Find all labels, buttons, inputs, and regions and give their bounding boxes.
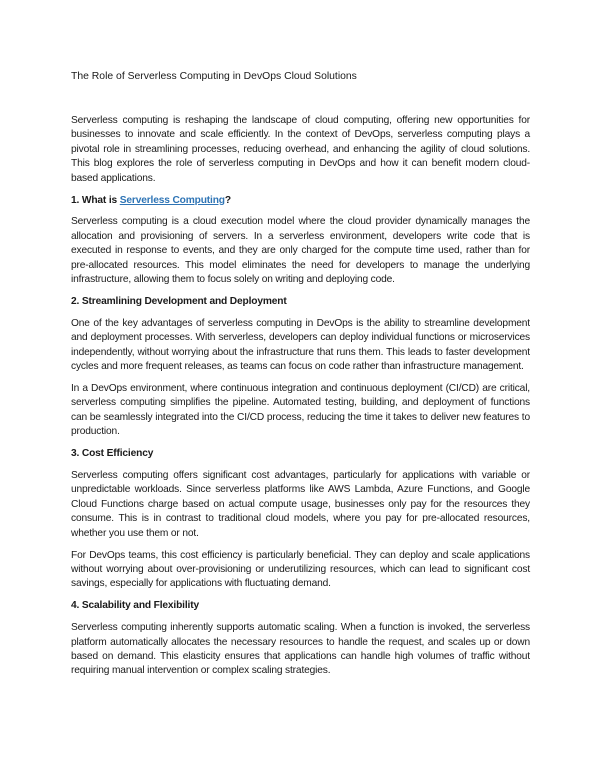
section-paragraph: In a DevOps environment, where continuous integration and continuous deployment (CI/CD) are critical, serverless computing simplifies the pipeline. Automated testing, building, and deployment of functions can be seamlessly integrated into the CI/CD process, reducing the time it takes to deliver new features to production. xyxy=(71,383,530,438)
section-paragraph: For DevOps teams, this cost efficiency is particularly beneficial. They can deploy and scale applications without worrying about over-provisioning or underutilizing resources, which can lead to significant cost savings, especially for applications with fluctuating demand. xyxy=(71,549,530,590)
document-content xyxy=(71,70,530,686)
serverless-computing-link[interactable]: Serverless Computing xyxy=(119,194,225,206)
section-heading-cost-efficiency: 3. Cost Efficiency xyxy=(71,448,154,460)
document-title: The Role of Serverless Computing in DevOps Cloud Solutions xyxy=(71,71,357,82)
heading-suffix: ? xyxy=(224,194,231,206)
intro-paragraph: Serverless computing is reshaping the landscape of cloud computing, offering new opportunities for businesses to innovate and scale efficiently. In the context of DevOps, serverless computing plays a pivotal role in streamlining processes, reducing overhead, and enhancing the agility of cloud solutions. This blog explores the role of serverless computing in DevOps and how it can benefit modern cloud-based applications. xyxy=(71,115,530,184)
section-paragraph: Serverless computing is a cloud execution model where the cloud provider dynamically manages the allocation and provisioning of servers. In a serverless environment, developers write code that is executed in response to events, and they are only charged for the compute time used, rather than for pre-allocated resources. This model eliminates the need for developers to manage the underlying infrastructure, allowing them to focus solely on writing and deploying code. xyxy=(71,216,530,286)
section-paragraph: Serverless computing offers significant cost advantages, particularly for applications with variable or unpredictable workloads. Since serverless platforms like AWS Lambda, Azure Functions, and Google Cloud Functions charge based on actual compute usage, businesses only pay for the resources they consume. This is in contrast to traditional cloud models, where you pay for pre-allocated resources, whether you use them or not. xyxy=(71,470,530,539)
heading-prefix: 1. What is xyxy=(71,194,120,206)
section-paragraph: One of the key advantages of serverless computing in DevOps is the ability to streamline development and deployment processes. With serverless, developers can deploy individual functions or microservices independently, without worrying about the infrastructure that runs them. This leads to faster development cycles and more frequent releases, as teams can focus on code rather than infrastructure management. xyxy=(71,317,530,373)
section-heading-what-is-serverless xyxy=(71,194,530,208)
section-heading-scalability: 4. Scalability and Flexibility xyxy=(71,600,199,612)
section-heading-streamlining: 2. Streamlining Development and Deployment xyxy=(71,295,287,307)
section-paragraph: Serverless computing inherently supports automatic scaling. When a function is invoked, the serverless platform automatically allocates the necessary resources to handle the request, and scales up or down based on demand. This elasticity ensures that applications can handle high volumes of traffic without requiring manual intervention or complex scaling strategies. xyxy=(71,622,530,677)
